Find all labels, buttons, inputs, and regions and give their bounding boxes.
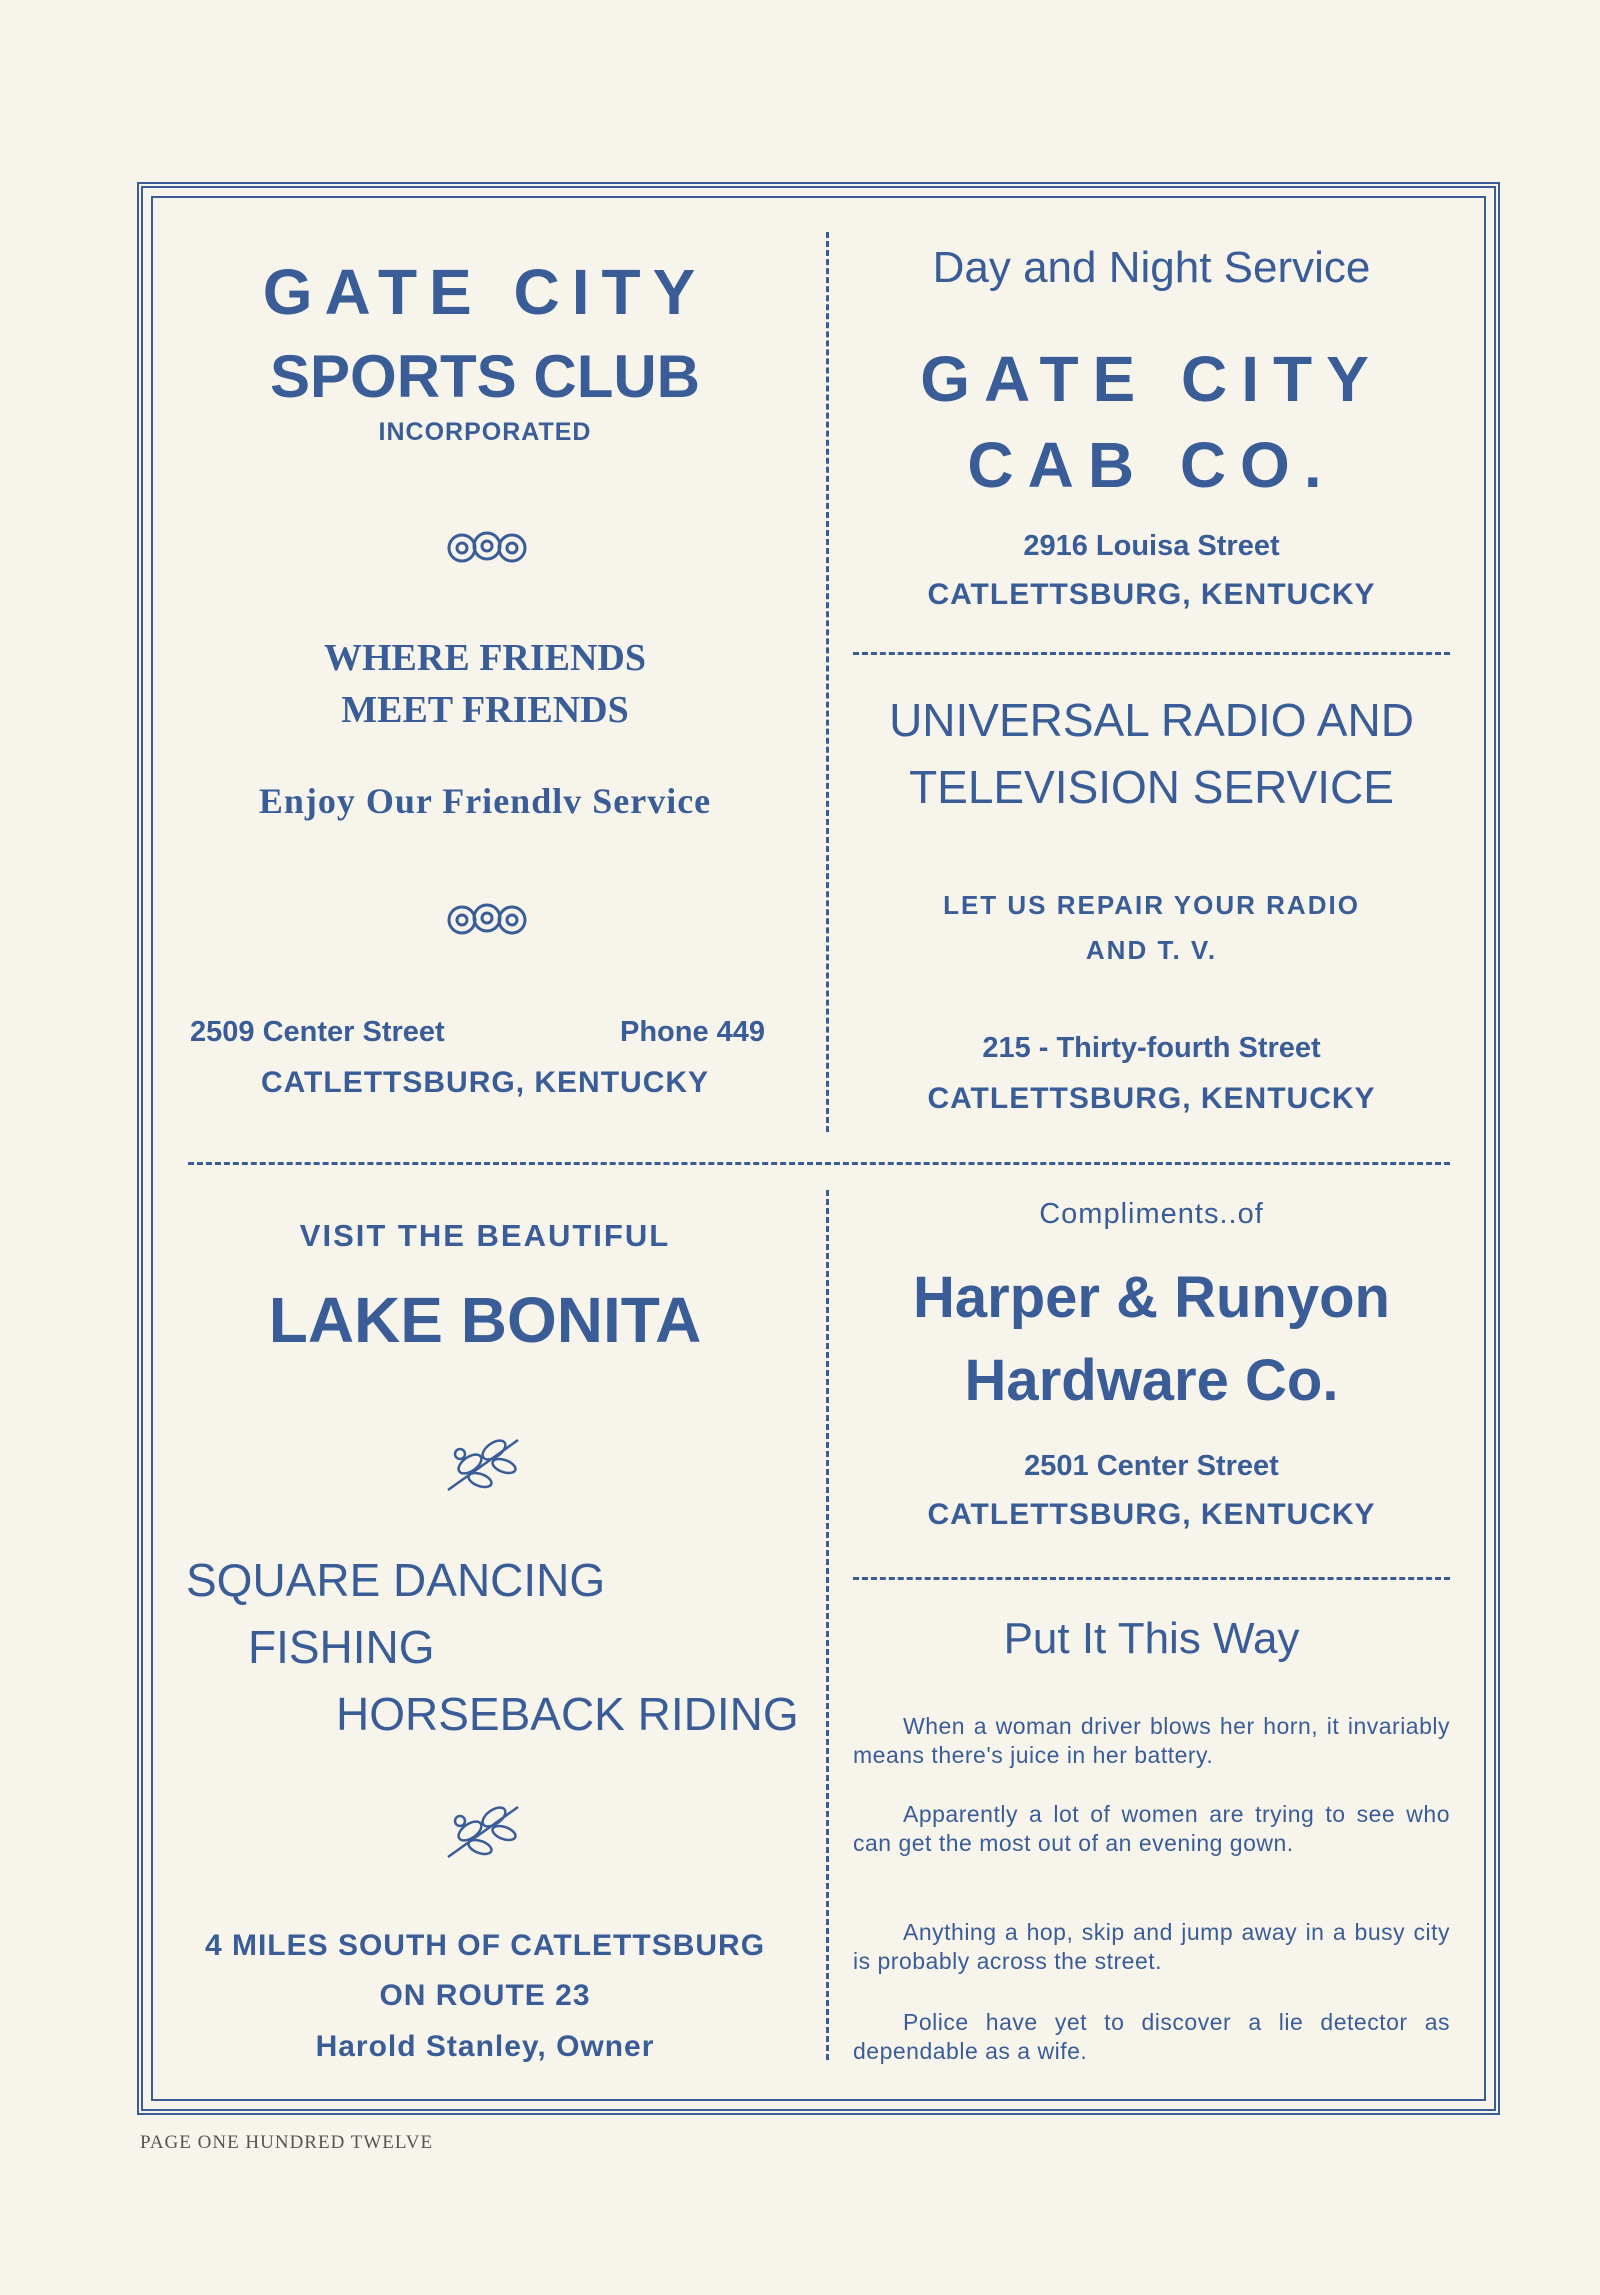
ad-header: Day and Night Service — [932, 243, 1371, 292]
ad-title: GATE CITY — [920, 343, 1383, 415]
vertical-divider-bottom — [826, 1190, 829, 2060]
joke-paragraph: Anything a hop, skip and jump away in a busy city is probably across the street. — [853, 1919, 1450, 1974]
ad-subtitle: INCORPORATED — [378, 418, 592, 446]
ad-activity: FISHING — [248, 1621, 435, 1673]
leaf-ornament-icon — [440, 1428, 526, 1498]
ad-title: Put It This Way — [1003, 1614, 1300, 1663]
ad-header: VISIT THE BEAUTIFUL — [299, 1218, 671, 1253]
ad-title: GATE CITY — [262, 256, 708, 328]
horizontal-divider-bottom-right — [853, 1577, 1450, 1580]
ad-tagline: Enjoy Our Friendlv Service — [258, 781, 712, 821]
ad-city: CATLETTSBURG, KENTUCKY — [927, 1498, 1376, 1531]
ad-title: CAB CO. — [967, 429, 1336, 501]
ad-city: CATLETTSBURG, KENTUCKY — [260, 1066, 710, 1099]
ad-slogan: WHERE FRIENDS — [324, 637, 646, 679]
ad-activity: HORSEBACK RIDING — [336, 1688, 799, 1740]
joke-paragraph: When a woman driver blows her horn, it invariably means there's juice in her battery. — [853, 1713, 1450, 1768]
joke-paragraph: Apparently a lot of women are trying to see who can get the most out of an evening gown. — [853, 1801, 1450, 1856]
ad-slogan: MEET FRIENDS — [341, 689, 629, 731]
vertical-divider-top — [826, 232, 829, 1132]
ad-owner: Harold Stanley, Owner — [315, 2030, 655, 2063]
ad-address: 2501 Center Street — [1024, 1450, 1279, 1482]
ad-header: Compliments..of — [1039, 1198, 1264, 1230]
ad-title: Hardware Co. — [964, 1348, 1339, 1413]
ad-title: LAKE BONITA — [268, 1284, 702, 1356]
ad-title: TELEVISION SERVICE — [909, 761, 1394, 813]
ad-line: LET US REPAIR YOUR RADIO — [943, 890, 1360, 920]
ad-address: 215 - Thirty-fourth Street — [982, 1032, 1321, 1064]
flower-ornament-icon — [442, 526, 532, 570]
ad-activity: SQUARE DANCING — [186, 1554, 606, 1606]
ad-address: 2916 Louisa Street — [1023, 530, 1280, 562]
ad-location: 4 MILES SOUTH OF CATLETTSBURG — [204, 1929, 766, 1962]
leaf-ornament-icon — [440, 1795, 526, 1865]
ad-title: Harper & Runyon — [913, 1265, 1390, 1330]
page-footer: PAGE ONE HUNDRED TWELVE — [140, 2132, 434, 2153]
horizontal-divider-top-right — [853, 652, 1450, 655]
ad-title: UNIVERSAL RADIO AND — [889, 694, 1414, 746]
ad-city: CATLETTSBURG, KENTUCKY — [927, 578, 1376, 611]
ad-city: CATLETTSBURG, KENTUCKY — [927, 1082, 1376, 1115]
ad-title: SPORTS CLUB — [269, 343, 701, 410]
ad-line: AND T. V. — [1085, 935, 1218, 965]
joke-paragraph: Police have yet to discover a lie detector as dependable as a wife. — [853, 2009, 1450, 2064]
ad-address: 2509 Center Street — [190, 1016, 445, 1048]
horizontal-divider-middle — [188, 1162, 1450, 1165]
ad-location: ON ROUTE 23 — [379, 1979, 591, 2012]
ad-phone: Phone 449 — [620, 1016, 766, 1048]
flower-ornament-icon — [442, 898, 532, 942]
